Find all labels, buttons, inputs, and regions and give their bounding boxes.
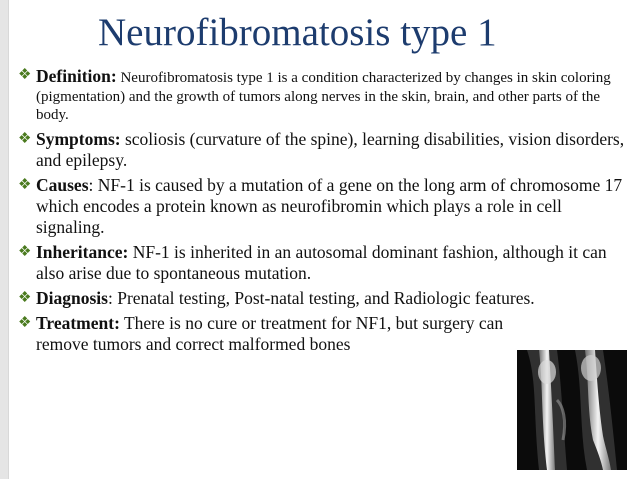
- bullet-causes: [14, 175, 626, 238]
- bullet-treatment: [14, 313, 626, 355]
- bullet-symptoms: [14, 129, 626, 171]
- checkmark-arrow-icon: ❖: [18, 176, 32, 193]
- bullet-term: Treatment:: [36, 312, 120, 333]
- xray-image: [517, 350, 627, 470]
- bullet-text: There is no cure or treatment for NF1, but surgery can remove tumors and correct malformed bones: [36, 312, 504, 354]
- bullet-term: Symptoms:: [36, 128, 121, 149]
- slide-title: Neurofibromatosis type 1: [98, 11, 497, 54]
- checkmark-arrow-icon: ❖: [18, 314, 32, 331]
- bullet-definition: [14, 66, 626, 125]
- bullet-text: Neurofibromatosis type 1 is a condition characterized by changes in skin coloring (pigmentation) and the growth of tumors along nerves in the skin, brain, and other parts of the body.: [36, 70, 611, 123]
- bullet-text: NF-1 is inherited in an autosomal dominant fashion, although it can also arise due to spontaneous mutation.: [36, 241, 607, 283]
- bullet-term: Diagnosis: [36, 287, 108, 308]
- checkmark-arrow-icon: ❖: [18, 130, 32, 147]
- bullet-text: : Prenatal testing, Post-natal testing, and Radiologic features.: [107, 287, 535, 308]
- bullet-text: : NF-1 is caused by a mutation of a gene on the long arm of chromosome 17 which encodes a protein known as neurofibromin which plays a role in cell signaling.: [36, 174, 623, 237]
- bullet-term: Definition:: [36, 66, 117, 86]
- checkmark-arrow-icon: ❖: [18, 243, 32, 260]
- checkmark-arrow-icon: ❖: [18, 289, 32, 306]
- bullet-text: scoliosis (curvature of the spine), learning disabilities, vision disorders, and epilepsy.: [36, 128, 625, 170]
- bullet-diagnosis: [14, 288, 626, 309]
- left-accent-bar: [0, 0, 8, 479]
- bullet-term: Inheritance:: [36, 241, 129, 262]
- xray-leg-icon: [517, 350, 627, 470]
- left-accent-rule: [8, 0, 9, 479]
- bullet-list: [14, 66, 626, 355]
- bullet-inheritance: [14, 242, 626, 284]
- bullet-term: Causes: [36, 174, 89, 195]
- checkmark-arrow-icon: ❖: [18, 67, 32, 83]
